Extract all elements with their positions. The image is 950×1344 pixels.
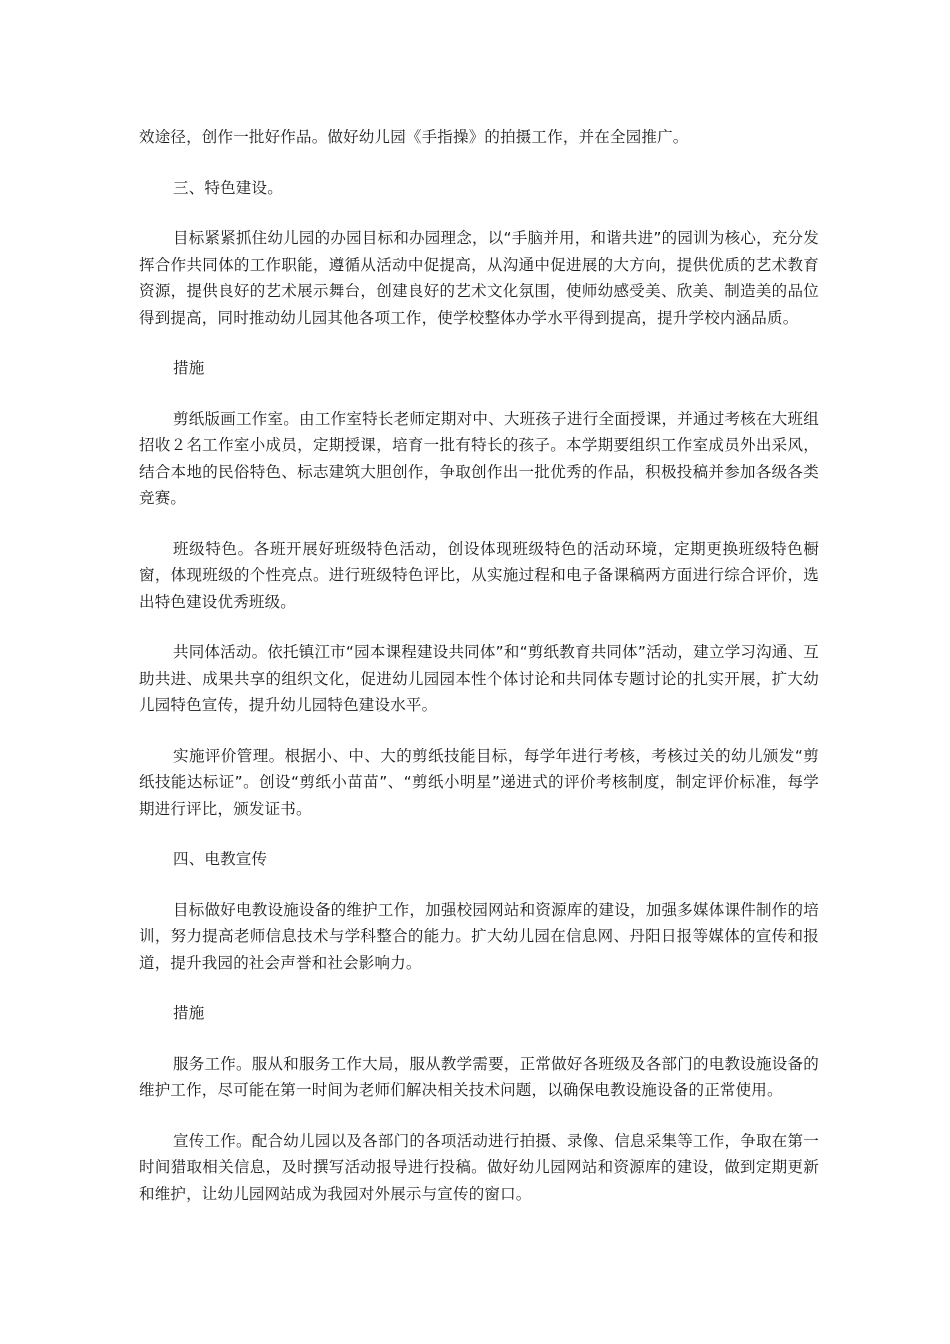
paragraph-continuation: 效途径，创作一批好作品。做好幼儿园《手指操》的拍摄工作，并在全园推广。 [139,128,689,146]
paragraph-papercut-studio: 剪纸版画工作室。由工作室特长老师定期对中、大班孩子进行全面授课，并通过考核在大班组招收２名工作室小成员，定期授课，培育一批有特长的孩子。本学期要组织工作室成员外出采风，结合本地的民俗特色、标志建筑大胆创作，争取创作出一批优秀的作品，积极投稿并参加各级各类竞赛。 [139,409,819,507]
measures-heading-3: 措施 [173,359,205,377]
measures-heading-4: 措施 [173,1004,205,1022]
paragraph-evaluation: 实施评价管理。根据小、中、大的剪纸技能目标，每学年进行考核，考核过关的幼儿颁发“剪纸技能达标证”。创设“剪纸小苗苗”、“剪纸小明星”递进式的评价考核制度，制定评价标准，每学期进行评比，颁发证书。 [139,746,819,818]
document-body [139,124,819,1231]
paragraph-publicity: 宣传工作。配合幼儿园以及各部门的各项活动进行拍摄、录像、信息采集等工作，争取在第一时间猎取相关信息，及时撰写活动报导进行投稿。做好幼儿园网站和资源库的建设，做到定期更新和维护，让幼儿园网站成为我园对外展示与宣传的窗口。 [139,1131,819,1203]
paragraph-class-feature: 班级特色。各班开展好班级特色活动，创设体现班级特色的活动环境，定期更换班级特色橱窗，体现班级的个性亮点。进行班级特色评比，从实施过程和电子备课稿两方面进行综合评价，选出特色建设优秀班级。 [139,539,819,611]
section-heading-4: 四、电教宣传 [173,850,268,868]
section-heading-3: 三、特色建设。 [173,178,283,197]
paragraph-service: 服务工作。服从和服务工作大局，服从教学需要，正常做好各班级及各部门的电教设施设备的维护工作，尽可能在第一时间为老师们解决相关技术问题，以确保电教设施设备的正常使用。 [139,1054,819,1099]
paragraph-goal-3: 目标紧紧抓住幼儿园的办园目标和办园理念，以“手脑并用，和谐共进”的园训为核心，充分发挥合作共同体的工作职能，遵循从活动中促提高，从沟通中促进展的大方向，提供优质的艺术教育资源，提供良好的艺术展示舞台，创建良好的艺术文化氛围，使师幼感受美、欣美、制造美的品位得到提高，同时推动幼儿园其他各项工作，使学校整体办学水平得到提高，提升学校内涵品质。 [139,229,819,327]
paragraph-goal-4: 目标做好电教设施设备的维护工作，加强校园网站和资源库的建设，加强多媒体课件制作的培训，努力提高老师信息技术与学科整合的能力。扩大幼儿园在信息网、丹阳日报等媒体的宣传和报道，提升我园的社会声誉和社会影响力。 [139,900,819,972]
paragraph-community: 共同体活动。依托镇江市“园本课程建设共同体”和“剪纸教育共同体”活动，建立学习沟通、互助共进、成果共享的组织文化，促进幼儿园园本性个体讨论和共同体专题讨论的扎实开展，扩大幼儿园特色宣传，提升幼儿园特色建设水平。 [139,643,819,714]
